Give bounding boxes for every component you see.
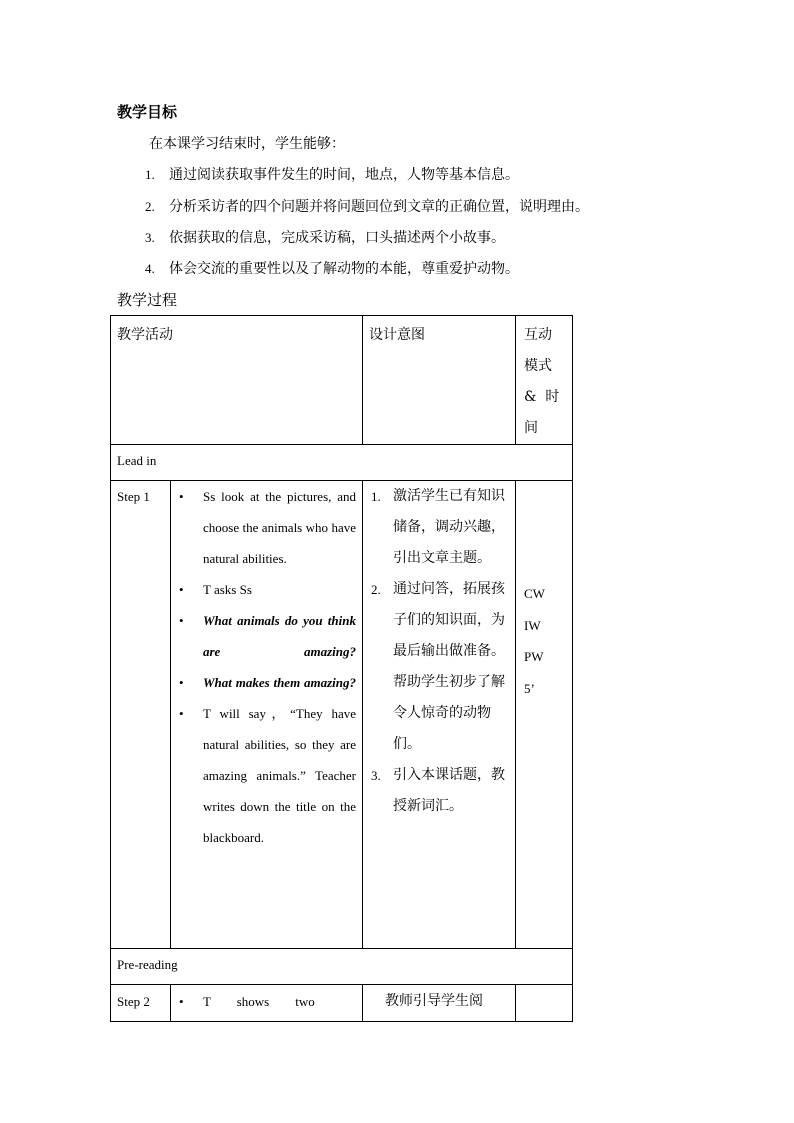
- interaction-mode: PW: [524, 649, 544, 664]
- table-header-row: [111, 316, 573, 445]
- header-interaction-cell: [516, 316, 573, 445]
- list-item: [179, 481, 356, 574]
- step1-label-cell: [111, 481, 171, 949]
- interaction-mode: IW: [524, 617, 541, 633]
- objective-item: [145, 196, 589, 216]
- section-lead-in-cell: [111, 445, 573, 481]
- objective-text: 依据获取的信息，完成采访稿，口头描述两个小故事。: [169, 230, 505, 246]
- list-item: [179, 986, 356, 1017]
- process-heading: 教学过程: [117, 291, 178, 309]
- header-interaction-line: & 时: [524, 389, 560, 405]
- step1-interaction-cell: [516, 481, 573, 949]
- question-text: What makes them amazing?: [203, 675, 356, 690]
- design-text: 通过问答，拓展孩子们的知识面，为最后输出做准备。帮助学生初步了解令人惊奇的动物们。: [393, 581, 505, 752]
- section-row-pre-reading: [111, 949, 573, 985]
- objective-text: 分析采访者的四个问题并将问题回位到文章的正确位置，说明理由。: [169, 199, 589, 215]
- activity-text: T shows two: [203, 994, 315, 1009]
- objective-number: 2.: [145, 199, 155, 214]
- list-item: [179, 605, 356, 667]
- bullet-icon: •: [179, 613, 184, 628]
- activity-text: T asks Ss: [203, 582, 252, 597]
- objectives-intro: 在本课学习结束时，学生能够：: [149, 136, 345, 152]
- step1-activity-cell: [171, 481, 363, 949]
- header-activity: 教学活动: [117, 327, 173, 343]
- header-activity-cell: [111, 316, 363, 445]
- step1-design-cell: [363, 481, 516, 949]
- objective-number: 4.: [145, 261, 155, 276]
- section-pre-reading-cell: [111, 949, 573, 985]
- header-interaction-line: 间: [524, 420, 538, 436]
- objective-item: [145, 258, 519, 278]
- design-text: 激活学生已有知识储备，调动兴趣，引出文章主题。: [393, 488, 505, 566]
- interaction-mode: CW: [524, 586, 545, 601]
- design-number: 3.: [371, 768, 381, 783]
- step2-label: Step 2: [117, 994, 150, 1009]
- bullet-icon: •: [179, 994, 184, 1009]
- question-text: What animals do you think are amazing?: [203, 613, 356, 659]
- objective-text: 通过阅读获取事件发生的时间，地点，人物等基本信息。: [169, 167, 519, 183]
- list-item: [179, 667, 356, 698]
- step1-label: Step 1: [117, 489, 150, 504]
- step2-interaction-cell: [516, 985, 573, 1022]
- bullet-icon: •: [179, 489, 184, 504]
- activity-text: Ss look at the pictures, and choose the animals who have natural abilities.: [203, 489, 356, 566]
- step2-label-cell: [111, 985, 171, 1022]
- header-interaction-line: 模式: [524, 358, 552, 374]
- bullet-icon: •: [179, 706, 184, 721]
- list-item: [371, 574, 509, 760]
- objective-number: 3.: [145, 230, 155, 245]
- step1-interaction: [516, 481, 572, 704]
- teaching-process-table: [110, 315, 573, 1022]
- step1-design-list: [363, 481, 515, 822]
- design-number: 1.: [371, 489, 381, 504]
- list-item: [179, 574, 356, 605]
- objectives-heading: 教学目标: [117, 103, 178, 121]
- header-design: 设计意图: [369, 327, 425, 343]
- design-text: 引入本课话题，教授新词汇。: [393, 767, 505, 814]
- step2-design: 教师引导学生阅: [385, 993, 483, 1009]
- step1-activity-list: [171, 481, 362, 853]
- section-lead-in: Lead in: [117, 453, 157, 468]
- header-design-cell: [363, 316, 516, 445]
- objective-item: [145, 164, 519, 184]
- section-pre-reading: Pre-reading: [117, 957, 178, 972]
- step2-row: [111, 985, 573, 1022]
- activity-text: T will say，“They have natural abilities, so they are amazing animals.” Teacher writes down the title on the blackboard.: [203, 706, 356, 845]
- header-interaction-line: 互动: [524, 327, 552, 343]
- objective-text: 体会交流的重要性以及了解动物的本能，尊重爱护动物。: [169, 261, 519, 277]
- design-number: 2.: [371, 582, 381, 597]
- step2-activity-cell: [171, 985, 363, 1022]
- header-interaction: [516, 316, 572, 444]
- objective-number: 1.: [145, 167, 155, 182]
- bullet-icon: •: [179, 675, 184, 690]
- list-item: [371, 760, 509, 822]
- step1-row: [111, 481, 573, 949]
- section-row-lead-in: [111, 445, 573, 481]
- bullet-icon: •: [179, 582, 184, 597]
- list-item: [179, 698, 356, 853]
- step2-activity-list: [171, 985, 362, 1017]
- interaction-time: 5’: [524, 680, 535, 696]
- objective-item: [145, 227, 505, 247]
- step2-design-cell: [363, 985, 516, 1022]
- list-item: [371, 481, 509, 574]
